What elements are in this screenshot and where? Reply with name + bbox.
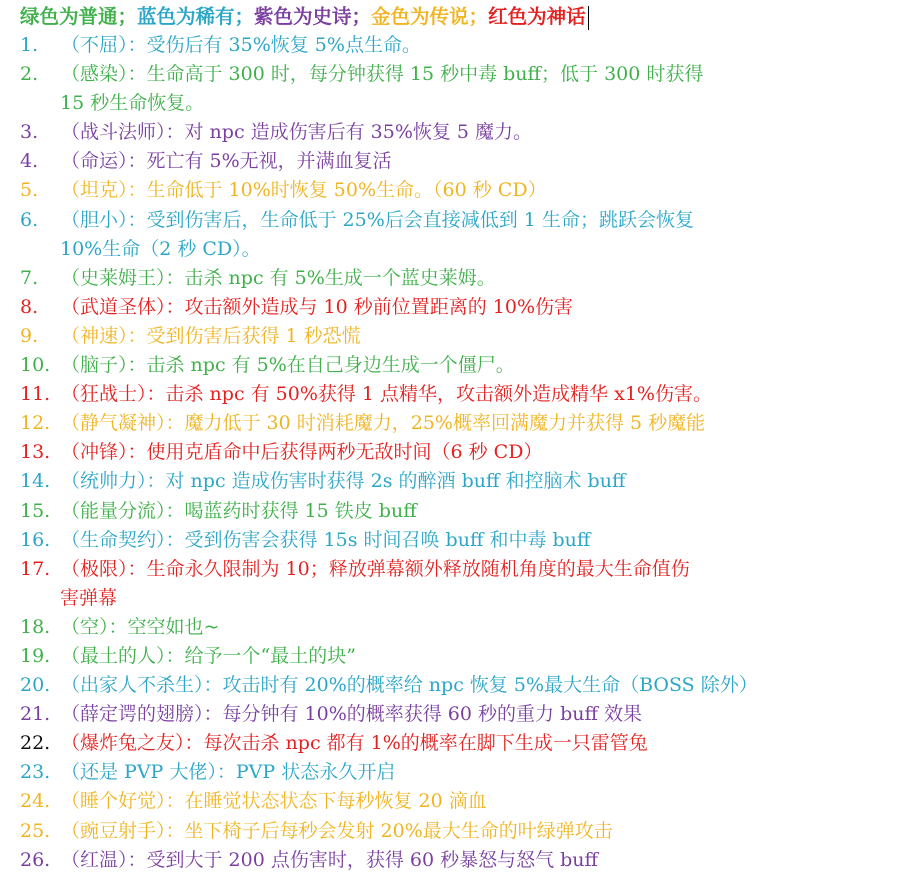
item-text-continued: 15 秒生命恢复。 [60,92,205,115]
item-text: （出家人不杀生）：攻击时有 20%的概率给 npc 恢复 5%最大生命（BOSS 除外） [61,674,758,697]
item-number: 10. [20,354,51,377]
item-number: 22. [20,732,51,755]
item-number: 8. [20,295,39,318]
item-text: （爆炸兔之友）：每次击杀 npc 都有 1%的概率在脚下生成一只雷管兔 [61,732,648,755]
item-number: 26. [20,848,51,871]
item-number: 21. [20,703,51,726]
list-item [0,467,897,496]
item-text: （神速）：受到伤害后获得 1 秒恐慌 [61,324,361,347]
list-item [0,613,897,642]
item-text: （脑子）：击杀 npc 有 5%在自己身边生成一个僵尸。 [61,354,515,377]
item-text-continued: 10%生命（2 秒 CD）。 [60,237,261,260]
legend-blue: 蓝色为稀有； [137,5,255,28]
list-item [0,380,897,409]
item-text: （胆小）：受到伤害后，生命低于 25%后会直接减低到 1 生命；跳跃会恢复 [61,208,694,231]
item-text: （静气凝神）：魔力低于 30 时消耗魔力，25%概率回满魔力并获得 5 秒魔能 [61,412,706,435]
item-text: （豌豆射手）：坐下椅子后每秒会发射 20%最大生命的叶绿弹攻击 [61,819,613,842]
list-item [0,555,897,613]
item-text: （生命契约）：受到伤害会获得 15s 时间召唤 buff 和中毒 buff [61,528,591,551]
item-text: （坦克）：生命低于 10%时恢复 50%生命。（60 秒 CD） [61,179,547,202]
legend-red: 红色为神话 [488,5,586,28]
list-item [0,409,897,438]
list-item [0,264,897,293]
list-item [0,176,897,205]
item-number: 9. [20,324,39,347]
list-item [0,846,897,875]
legend-gold: 金色为传说； [371,5,489,28]
list-item [0,322,897,351]
list-item [0,438,897,467]
item-text: （能量分流）：喝蓝药时获得 15 铁皮 buff [61,499,417,522]
list-item [0,31,897,60]
list-item [0,60,897,118]
list-item [0,351,897,380]
legend-green: 绿色为普通； [20,5,138,28]
legend-purple: 紫色为史诗； [254,5,372,28]
item-number: 23. [20,761,51,784]
list-item [0,817,897,846]
item-number: 25. [20,819,51,842]
list-item [0,758,897,787]
list-item [0,671,897,700]
item-number: 7. [20,266,39,289]
item-text: （还是 PVP 大佬）：PVP 状态永久开启 [61,761,396,784]
list-item [0,147,897,176]
item-number: 5. [20,179,39,202]
list-item [0,729,897,758]
list-item [0,206,897,264]
item-text: （睡个好觉）：在睡觉状态状态下每秒恢复 20 滴血 [61,790,487,813]
list-item [0,700,897,729]
item-text: （薛定谔的翅膀）：每分钟有 10%的概率获得 60 秒的重力 buff 效果 [61,703,643,726]
color-legend [20,3,589,31]
item-number: 1. [20,34,39,56]
item-text: （武道圣体）：攻击额外造成与 10 秒前位置距离的 10%伤害 [61,295,574,318]
text-cursor[interactable] [588,6,589,30]
item-text: （战斗法师）：对 npc 造成伤害后有 35%恢复 5 魔力。 [61,121,533,144]
item-text-continued: 害弹幕 [60,586,118,609]
trait-list [0,31,897,875]
item-text: （史莱姆王）：击杀 npc 有 5%生成一个蓝史莱姆。 [61,266,496,289]
item-number: 24. [20,790,51,813]
item-text: （狂战士）：击杀 npc 有 50%获得 1 点精华，攻击额外造成精华 x1%伤害。 [61,383,712,406]
item-text: （感染）：生命高于 300 时，每分钟获得 15 秒中毒 buff；低于 300 时获得 [61,63,704,86]
list-item [0,787,897,816]
item-number: 13. [20,441,51,464]
list-item [0,497,897,526]
item-text: （红温）：受到大于 200 点伤害时，获得 60 秒暴怒与怒气 buff [61,848,599,871]
list-item [0,118,897,147]
item-text: （冲锋）：使用克盾命中后获得两秒无敌时间（6 秒 CD） [61,441,543,464]
item-number: 3. [20,121,39,144]
item-number: 18. [20,615,51,638]
item-text: （最土的人）：给予一个“最土的块” [61,644,356,667]
item-number: 16. [20,528,51,551]
item-text: （不屈）：受伤后有 35%恢复 5%点生命。 [61,34,421,56]
list-item [0,526,897,555]
item-number: 17. [20,557,51,580]
item-number: 11. [20,383,51,406]
item-number: 15. [20,499,51,522]
item-number: 20. [20,674,51,697]
list-item [0,293,897,322]
item-text: （空）：空空如也~ [61,615,220,638]
list-item [0,642,897,671]
item-number: 2. [20,63,39,86]
item-number: 19. [20,644,51,667]
item-text: （命运）：死亡有 5%无视，并满血复活 [61,150,392,173]
item-number: 6. [20,208,39,231]
item-number: 4. [20,150,39,173]
item-number: 14. [20,470,51,493]
item-number: 12. [20,412,51,435]
item-text: （统帅力）：对 npc 造成伤害时获得 2s 的醉酒 buff 和控脑术 buff [61,470,626,493]
item-text: （极限）：生命永久限制为 10；释放弹幕额外释放随机角度的最大生命值伤 [61,557,690,580]
